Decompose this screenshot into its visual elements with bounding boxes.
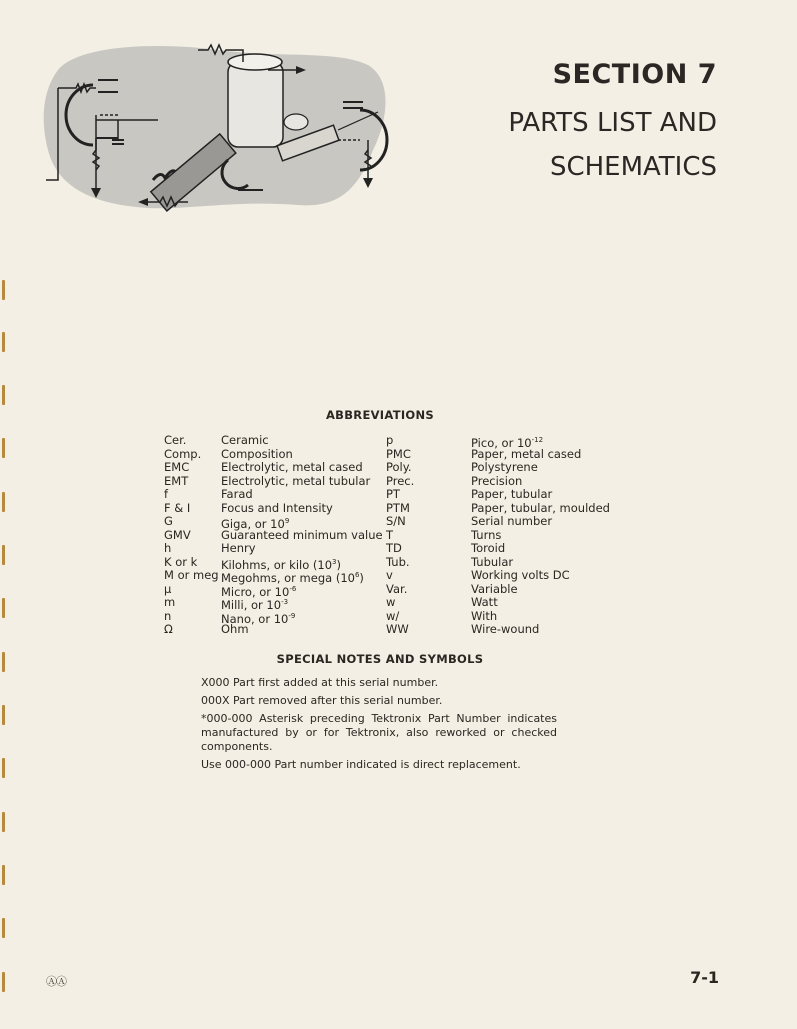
abbreviation-meaning [221,583,296,597]
abbreviation-code: Ω [164,622,173,636]
abbreviation-exponent: -12 [531,436,544,444]
abbreviation-code: F & I [164,500,191,515]
abbreviation-meaning-text: Polystyrene [471,460,538,474]
abbreviation-meaning [221,488,253,502]
abbreviation-exponent: 9 [284,517,290,525]
abbreviation-row [386,515,610,529]
abbreviation-meaning [471,610,497,624]
abbreviation-code: Tub. [386,554,410,569]
abbreviations-left-column [164,434,383,637]
abbreviation-meaning [221,502,333,516]
abbreviation-row [386,488,610,502]
abbreviation-code: PT [386,487,400,501]
abbreviation-meaning [471,515,552,529]
abbreviation-row [164,475,383,489]
abbreviation-meaning-text: Tubular [471,554,514,569]
abbreviation-code: m [164,595,176,609]
abbreviations-heading: ABBREVIATIONS [325,408,435,422]
abbreviation-meaning [221,515,289,529]
abbreviation-meaning-text: Henry [221,541,256,555]
abbreviation-meaning-text: Watt [471,595,498,609]
abbreviation-meaning-text: Variable [471,581,518,596]
abbreviation-code: K or k [164,554,198,569]
abbreviation-code: p [386,433,394,447]
abbreviation-row [386,461,610,475]
abbreviation-meaning-text: Micro, or 10 [221,584,290,599]
abbreviation-code: M or meg [164,568,219,582]
abbreviation-row [164,556,383,570]
abbreviation-meaning-text: Paper, tubular, moulded [471,500,610,515]
abbreviation-meaning-text: Focus and Intensity [221,500,333,515]
abbreviation-code: w [386,595,396,609]
abbreviation-meaning-text: Kilohms, or kilo (10 [221,557,333,572]
abbreviation-meaning [471,596,498,610]
note-removed: 000X Part removed after this serial number. [201,694,443,707]
abbreviation-meaning-text: Pico, or 10 [471,436,532,450]
abbreviation-code: G [164,514,173,528]
note-asterisk: *000-000 Asterisk preceding Tektronix Part Number indicates manufactured by or for Tektronix, also reworked or checked components. [201,712,557,753]
abbreviation-meaning [471,623,539,637]
abbreviation-row [386,556,610,570]
abbreviation-meaning [221,529,383,543]
abbreviation-meaning [221,569,364,583]
abbreviation-meaning [221,623,249,637]
abbreviation-code: f [164,487,169,501]
abbreviation-meaning [471,542,505,556]
section-subtitle-2: SCHEMATICS [549,152,717,182]
abbreviation-meaning [221,461,363,475]
abbreviation-meaning-text: Electrolytic, metal tubular [221,473,371,488]
abbreviation-meaning [471,502,610,516]
abbreviation-row [386,448,610,462]
abbreviation-code: v [386,568,393,582]
abbreviation-row [164,542,383,556]
abbreviation-row [164,434,383,448]
abbreviation-row [164,596,383,610]
section-title [508,60,717,182]
abbreviation-row [164,488,383,502]
abbreviation-row [386,475,610,489]
abbreviation-meaning-text: Paper, tubular [471,487,553,501]
abbreviation-meaning-text: Serial number [471,514,553,528]
abbreviation-code: GMV [164,527,191,542]
abbreviation-meaning [471,448,581,462]
abbreviation-code: Poly. [386,460,412,474]
abbreviation-meaning [471,488,552,502]
abbreviation-row [386,569,610,583]
abbreviation-meaning-text: Electrolytic, metal cased [221,460,363,474]
abbreviation-code: n [164,608,172,623]
abbreviation-meaning-text: Ceramic [221,433,269,447]
special-notes [201,676,557,776]
page-number: 7-1 [690,968,719,987]
abbreviation-code: Prec. [386,473,415,488]
abbreviation-meaning-suffix: ) [336,557,342,572]
abbreviation-exponent: -6 [289,584,297,593]
abbreviation-meaning [221,475,370,489]
special-notes-heading: SPECIAL NOTES AND SYMBOLS [276,652,484,666]
note-first-added: X000 Part first added at this serial number. [201,676,439,689]
abbreviation-row [386,623,610,637]
abbreviation-meaning [471,461,538,475]
abbreviation-code: PTM [386,500,410,515]
abbreviation-meaning [221,610,295,624]
abbreviation-exponent: 3 [332,557,337,566]
abbreviation-row [386,542,610,556]
section-subtitle-1: PARTS LIST AND [508,108,717,138]
abbreviation-row [386,583,610,597]
abbreviation-code: PMC [386,446,411,461]
abbreviation-meaning-text: Ohm [221,622,249,636]
abbreviation-row [164,569,383,583]
abbreviation-code: T [386,527,394,542]
abbreviation-meaning-text: Wire-wound [471,622,540,636]
abbreviation-meaning [471,475,522,489]
abbreviation-row [386,502,610,516]
abbreviation-meaning-text: Megohms, or mega (10 [221,571,355,585]
abbreviation-code: EMC [164,460,190,474]
abbreviation-meaning [221,556,341,570]
abbreviation-row [164,448,383,462]
abbreviation-meaning-text: Farad [221,487,253,501]
abbreviation-row [386,596,610,610]
abbreviation-row [386,434,610,448]
abbreviation-code: w/ [386,608,400,623]
abbreviation-row [164,515,383,529]
abbreviation-code: Comp. [164,446,202,461]
abbreviation-meaning-text: Composition [221,446,293,461]
abbreviation-meaning [471,583,518,597]
abbreviation-meaning [221,542,256,556]
abbreviation-exponent: -3 [281,598,289,606]
abbreviation-row [164,461,383,475]
abbreviation-meaning-text: Paper, metal cased [471,446,582,461]
abbreviation-meaning [221,434,269,448]
abbreviation-row [164,502,383,516]
abbreviation-meaning-text: Turns [471,527,502,542]
abbreviation-code: Var. [386,581,408,596]
abbreviation-meaning-text: Precision [471,473,523,488]
abbreviation-meaning-text: Guaranteed minimum value [221,527,383,542]
abbreviation-meaning-text: Nano, or 10 [221,611,289,626]
abbreviation-row [164,529,383,543]
abbreviation-meaning-text: Giga, or 10 [221,517,285,531]
abbreviation-row [164,610,383,624]
abbreviation-meaning-suffix: ) [359,571,364,585]
abbreviation-meaning [471,529,501,543]
binding-edge [0,270,8,1029]
abbreviations-right-column [386,434,610,637]
abbreviation-row [386,529,610,543]
abbreviation-code: h [164,541,172,555]
abbreviation-row [386,610,610,624]
abbreviation-exponent: -9 [288,611,296,620]
abbreviation-code: WW [386,622,409,636]
corner-logo-mark: ⒶⒶ [46,975,66,988]
abbreviation-code: Cer. [164,433,187,447]
abbreviation-meaning-text: Working volts DC [471,568,570,582]
abbreviation-code: EMT [164,473,189,488]
schematic-illustration [38,40,398,215]
abbreviation-meaning-text: With [471,608,498,623]
abbreviation-meaning [471,569,570,583]
abbreviation-meaning [471,434,543,448]
abbreviation-code: TD [386,541,402,555]
note-direct-replacement: Use 000-000 Part number indicated is direct replacement. [201,758,521,771]
abbreviation-code: S/N [386,514,406,528]
abbreviation-meaning [471,556,513,570]
abbreviation-meaning [221,596,288,610]
abbreviation-meaning-text: Milli, or 10 [221,598,282,612]
section-number: SECTION 7 [552,59,717,90]
abbreviation-exponent: 6 [354,571,360,579]
abbreviation-meaning-text: Toroid [471,541,506,555]
abbreviation-meaning [221,448,293,462]
abbreviation-code: μ [164,581,172,596]
